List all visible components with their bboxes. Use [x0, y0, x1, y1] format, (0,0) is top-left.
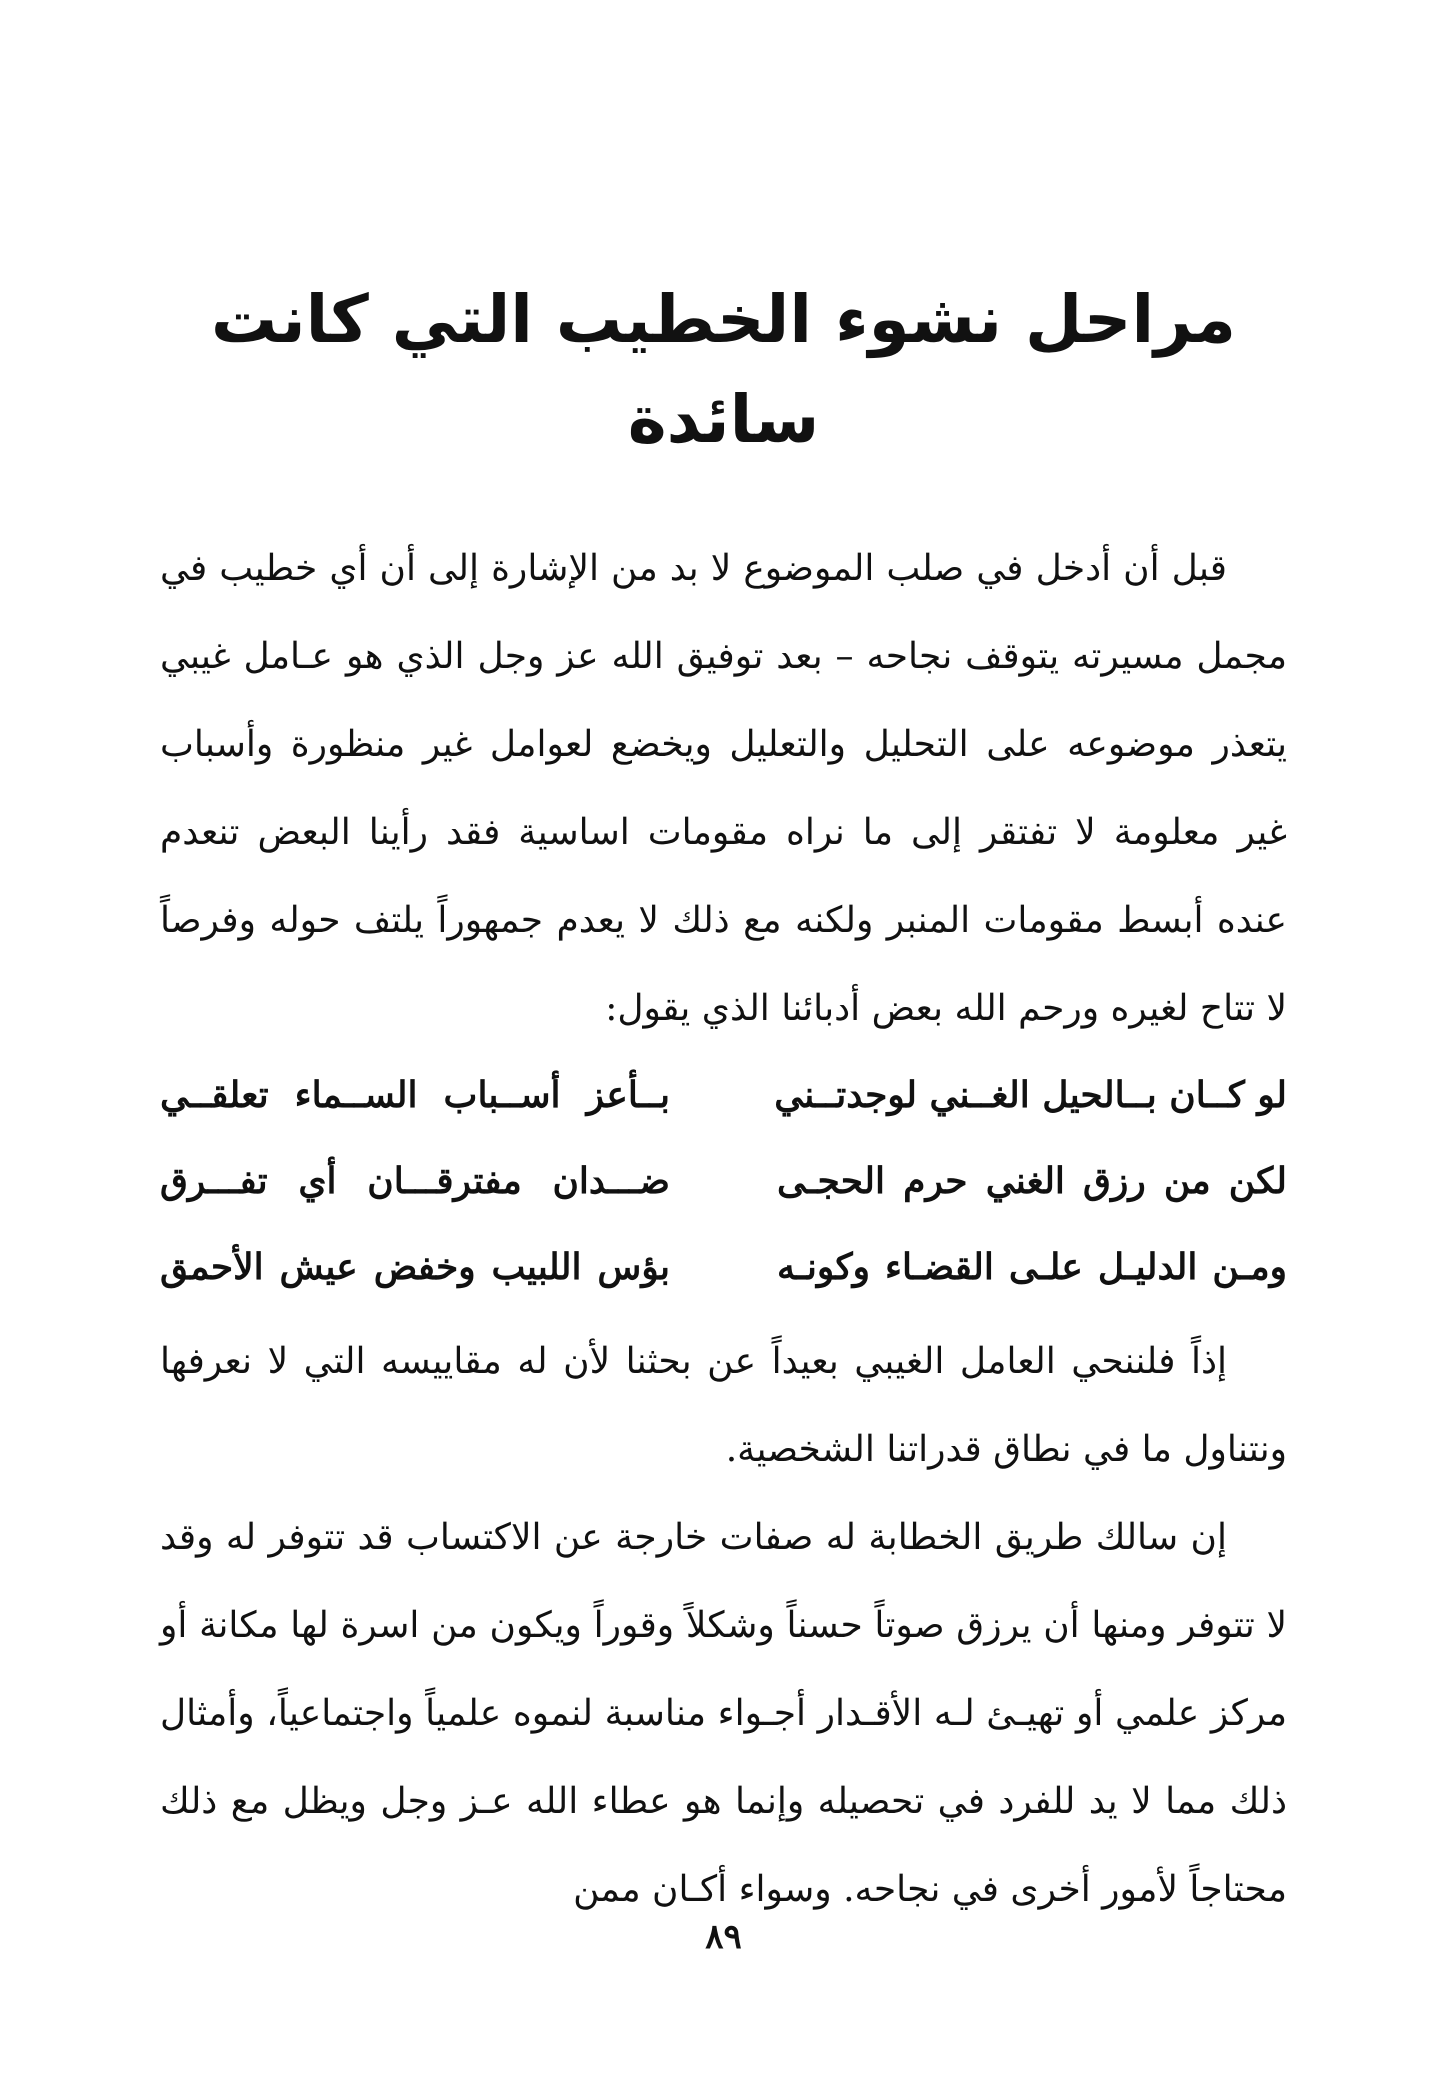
paragraph-qualities-text: إن سالك طريق الخطابة له صفات خارجة عن الاكتساب قد تتوفر له وقد لا تتوفر ومنها أن يرزق صوتاً حسناً وشكلاً وقوراً ويكون من اسرة لها مكانة أو مركز علمي أو تهيـئ لـه الأقـدار أجـواء مناسبة لنموه علمياً واجتماعياً، وأمثال ذلك مما لا يد للفرد في تحصيله وإنما هو عطاء الله عـز وجل ويظل مع ذلك محتاجاً لأمور أخرى في نجاحه. وسواء أكـان ممن — [160, 1517, 1287, 1910]
paragraph-intro — [160, 525, 1287, 1053]
poem-verse — [160, 1052, 1287, 1138]
verse-first-hemistich: لكن من رزق الغني حرم الحجـى — [777, 1160, 1287, 1202]
paragraph-conclusion — [160, 1318, 1287, 1494]
paragraph-qualities — [160, 1494, 1287, 1934]
paragraph-conclusion-text: إذاً فلننحي العامل الغيبي بعيداً عن بحثنا لأن له مقاييسه التي لا نعرفها ونتناول ما في نطاق قدراتنا الشخصية. — [160, 1341, 1287, 1470]
verse-first-hemistich: لو كــان بــالحيل الغــني لوجدتــني — [774, 1074, 1287, 1116]
verse-second-hemistich: ضـــدان مفترقـــان أي تفـــرق — [160, 1160, 670, 1202]
verse-second-hemistich: بــأعز أســباب الســماء تعلقــي — [160, 1074, 670, 1116]
verse-second-hemistich: بؤس اللبيب وخفض عيش الأحمق — [160, 1246, 670, 1288]
verse-first-hemistich: ومـن الدليـل علـى القضـاء وكونـه — [777, 1246, 1287, 1288]
poem-verse — [160, 1224, 1287, 1310]
page-number: ٨٩ — [705, 1917, 742, 1957]
poem-verse — [160, 1138, 1287, 1224]
paragraph-intro-text: قبل أن أدخل في صلب الموضوع لا بد من الإشارة إلى أن أي خطيب في مجمل مسيرته يتوقف نجاحه – بعد توفيق الله عز وجل الذي هو عـامل غيبي يتعذر موضوعه على التحليل والتعليل ويخضع لعوامل غير منظورة وأسباب غير معلومة لا تفتقر إلى ما نراه مقومات اساسية فقد رأينا البعض تنعدم عنده أبسط مقومات المنبر ولكنه مع ذلك لا يعدم جمهوراً يلتف حوله وفرصاً لا تتاح لغيره ورحم الله بعض أدبائنا الذي يقول: — [160, 548, 1287, 1029]
poem-verses — [160, 1052, 1287, 1310]
chapter-title: مراحل نشوء الخطيب التي كانت سائدة — [211, 281, 1236, 458]
